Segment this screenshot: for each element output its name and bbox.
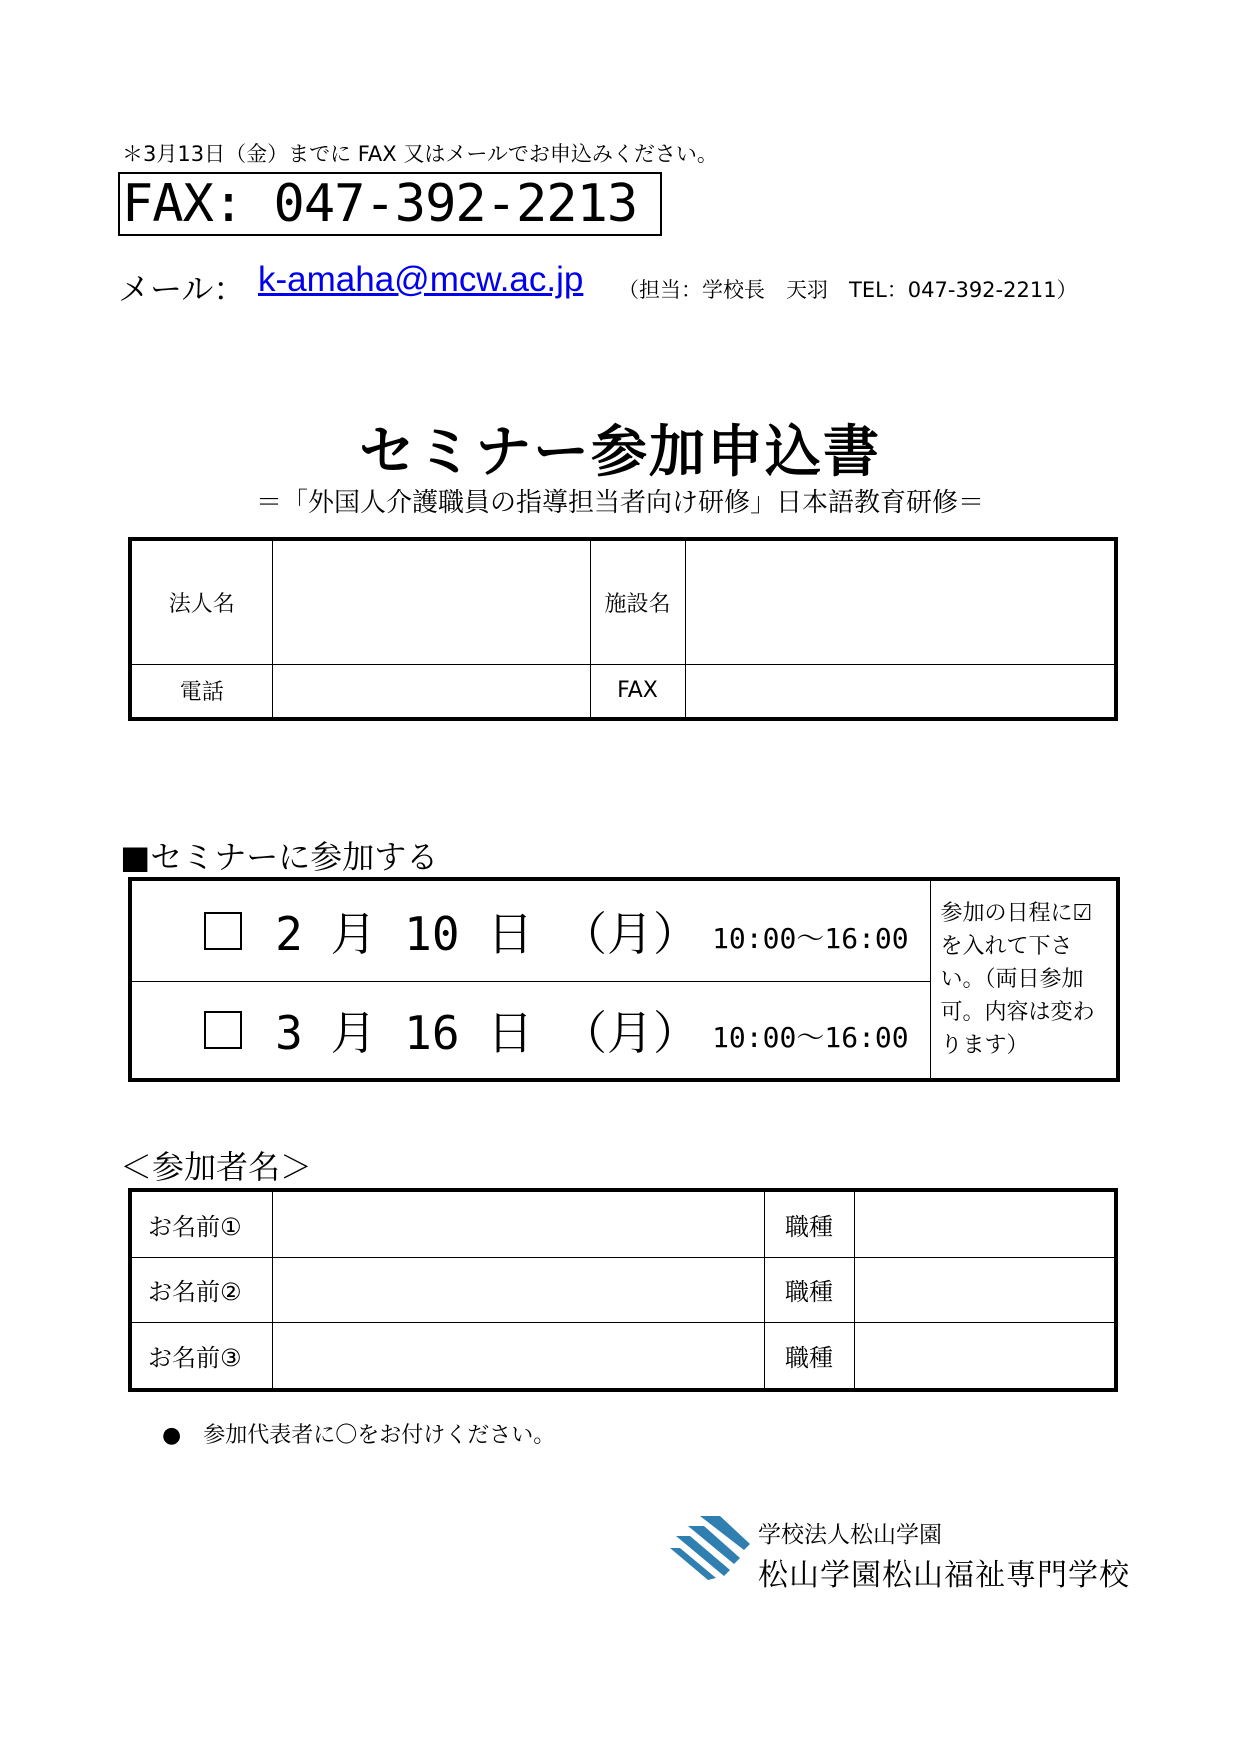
mail-contact: （担当：学校長 天羽 TEL：047-392-2211） bbox=[618, 278, 1078, 302]
name-label-2: お名前② bbox=[130, 1258, 272, 1323]
name-label-1: お名前① bbox=[130, 1190, 272, 1258]
org-name-corporate: 学校法人松山学園 bbox=[758, 1522, 942, 1548]
name-field-2[interactable] bbox=[272, 1258, 764, 1323]
fax-number: FAX: 047-392-2213 bbox=[118, 172, 662, 236]
deadline-note: ＊3月13日（金）までに FAX 又はメールでお申込みください。 bbox=[122, 142, 718, 166]
seminar-heading: ■セミナーに参加する bbox=[120, 838, 439, 876]
organization-table bbox=[128, 537, 1118, 721]
date-2: 3 月 16 日 （月） bbox=[275, 1005, 699, 1060]
job-label-1: 職種 bbox=[764, 1190, 854, 1258]
job-label-3: 職種 bbox=[764, 1322, 854, 1390]
facility-name-label: 施設名 bbox=[590, 539, 685, 664]
facility-name-field[interactable] bbox=[685, 539, 1116, 664]
seminar-table bbox=[128, 877, 1120, 1082]
participants-heading: ＜参加者名＞ bbox=[120, 1148, 313, 1186]
name-label-3: お名前③ bbox=[130, 1322, 272, 1390]
representative-note: ● 参加代表者に〇をお付けください。 bbox=[162, 1423, 556, 1448]
school-logo-icon bbox=[670, 1514, 750, 1580]
fax-label: FAX bbox=[590, 664, 685, 719]
date-note: 参加の日程に☑を入れて下さい。（両日参加可。内容は変わります） bbox=[930, 879, 1118, 1080]
name-field-3[interactable] bbox=[272, 1322, 764, 1390]
name-field-1[interactable] bbox=[272, 1190, 764, 1258]
job-field-1[interactable] bbox=[854, 1190, 1116, 1258]
checkbox-date-2[interactable] bbox=[204, 1011, 242, 1049]
date-row bbox=[130, 981, 930, 1080]
job-field-3[interactable] bbox=[854, 1322, 1116, 1390]
corp-name-field[interactable] bbox=[272, 539, 590, 664]
job-field-2[interactable] bbox=[854, 1258, 1116, 1323]
date-1: 2 月 10 日 （月） bbox=[275, 906, 699, 961]
page-title: セミナー参加申込書 bbox=[359, 420, 881, 485]
date-row bbox=[130, 879, 930, 981]
phone-field[interactable] bbox=[272, 664, 590, 719]
fax-field[interactable] bbox=[685, 664, 1116, 719]
time-1: 10:00～16:00 bbox=[712, 921, 909, 955]
corp-name-label: 法人名 bbox=[130, 539, 272, 664]
org-name-school: 松山学園松山福祉専門学校 bbox=[758, 1558, 1130, 1593]
participants-table bbox=[128, 1188, 1118, 1392]
checkbox-date-1[interactable] bbox=[204, 912, 242, 950]
job-label-2: 職種 bbox=[764, 1258, 854, 1323]
mail-link[interactable]: k-amaha@mcw.ac.jp bbox=[258, 260, 584, 299]
page-subtitle: ＝「外国人介護職員の指導担当者向け研修」日本語教育研修＝ bbox=[255, 488, 984, 518]
time-2: 10:00～16:00 bbox=[712, 1020, 909, 1054]
phone-label: 電話 bbox=[130, 664, 272, 719]
mail-label: メール： bbox=[118, 270, 246, 308]
